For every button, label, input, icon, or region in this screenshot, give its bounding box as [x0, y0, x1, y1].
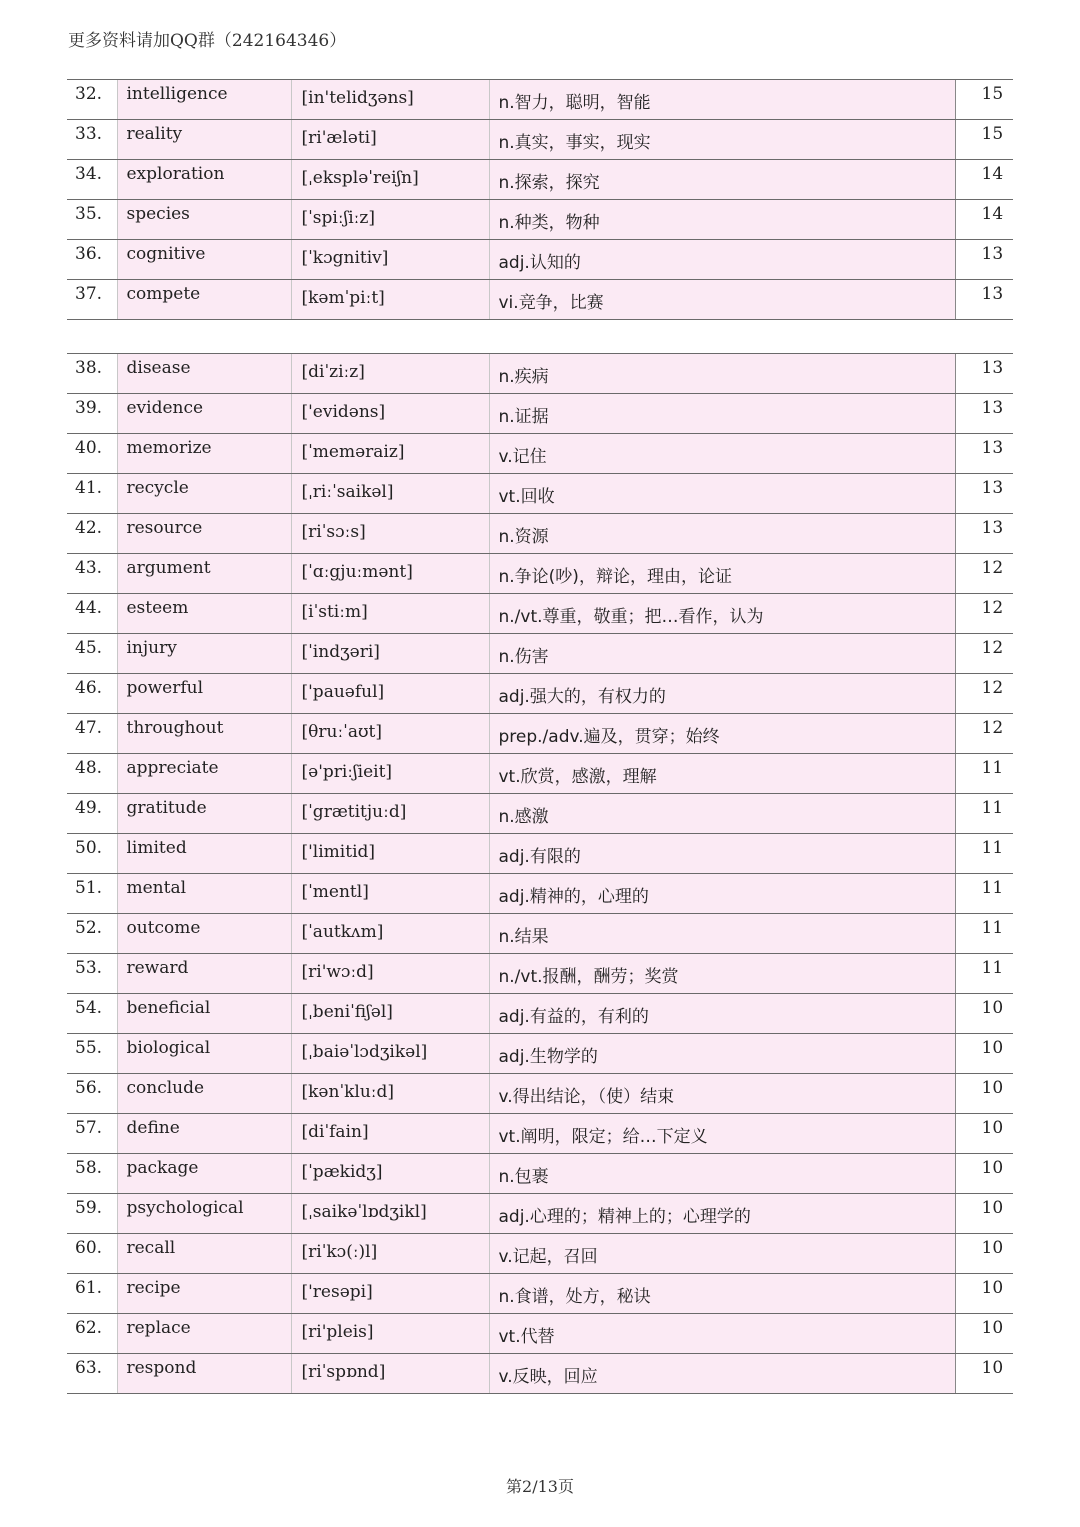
- entry-phonetic: [ˈspiːʃiːz]: [291, 200, 489, 240]
- entry-word: gratitude: [117, 794, 291, 834]
- entry-word: esteem: [117, 594, 291, 634]
- entry-phonetic: [ˈkɔgnitiv]: [291, 240, 489, 280]
- entry-meaning: adj.强大的，有权力的: [489, 674, 955, 714]
- entry-word: reward: [117, 954, 291, 994]
- table-row: [67, 1034, 1013, 1074]
- entry-meaning: v.记住: [489, 434, 955, 474]
- entry-frequency: 12: [955, 594, 1013, 634]
- table-row: [67, 240, 1013, 280]
- entry-meaning: adj.有限的: [489, 834, 955, 874]
- entry-number: 57.: [67, 1114, 117, 1154]
- table-row: [67, 994, 1013, 1034]
- table-row: [67, 834, 1013, 874]
- entry-number: 49.: [67, 794, 117, 834]
- entry-phonetic: [ˈmeməraiz]: [291, 434, 489, 474]
- entry-frequency: 10: [955, 1274, 1013, 1314]
- entry-number: 38.: [67, 354, 117, 394]
- entry-frequency: 13: [955, 394, 1013, 434]
- entry-phonetic: [riˈspɒnd]: [291, 1354, 489, 1394]
- table-row: [67, 674, 1013, 714]
- entry-frequency: 11: [955, 914, 1013, 954]
- entry-word: intelligence: [117, 80, 291, 120]
- entry-meaning: v.得出结论，（使）结束: [489, 1074, 955, 1114]
- entry-frequency: 12: [955, 634, 1013, 674]
- entry-meaning: n.探索，探究: [489, 160, 955, 200]
- entry-number: 46.: [67, 674, 117, 714]
- entry-number: 47.: [67, 714, 117, 754]
- entry-frequency: 15: [955, 120, 1013, 160]
- entry-phonetic: ['limitid]: [291, 834, 489, 874]
- entry-number: 59.: [67, 1194, 117, 1234]
- table-row: [67, 434, 1013, 474]
- entry-phonetic: [diˈziːz]: [291, 354, 489, 394]
- entry-meaning: adj.心理的；精神上的；心理学的: [489, 1194, 955, 1234]
- entry-meaning: n.感激: [489, 794, 955, 834]
- entry-word: evidence: [117, 394, 291, 434]
- entry-word: cognitive: [117, 240, 291, 280]
- table-row: [67, 594, 1013, 634]
- entry-frequency: 10: [955, 1234, 1013, 1274]
- entry-phonetic: [ˌbeniˈfiʃəl]: [291, 994, 489, 1034]
- entry-phonetic: ['resəpi]: [291, 1274, 489, 1314]
- vocab-table-1: [67, 79, 1013, 320]
- entry-word: appreciate: [117, 754, 291, 794]
- entry-frequency: 10: [955, 1074, 1013, 1114]
- entry-meaning: n.结果: [489, 914, 955, 954]
- entry-word: argument: [117, 554, 291, 594]
- entry-frequency: 11: [955, 754, 1013, 794]
- entry-frequency: 12: [955, 714, 1013, 754]
- entry-frequency: 11: [955, 954, 1013, 994]
- entry-frequency: 10: [955, 1034, 1013, 1074]
- entry-frequency: 14: [955, 200, 1013, 240]
- entry-frequency: 13: [955, 280, 1013, 320]
- entry-meaning: adj.认知的: [489, 240, 955, 280]
- table-row: [67, 954, 1013, 994]
- entry-meaning: vi.竞争，比赛: [489, 280, 955, 320]
- entry-phonetic: [ri'æləti]: [291, 120, 489, 160]
- entry-frequency: 14: [955, 160, 1013, 200]
- table-row: [67, 1314, 1013, 1354]
- table-row: [67, 874, 1013, 914]
- entry-number: 41.: [67, 474, 117, 514]
- entry-meaning: n./vt.报酬，酬劳；奖赏: [489, 954, 955, 994]
- entry-meaning: vt.欣赏，感激，理解: [489, 754, 955, 794]
- entry-frequency: 12: [955, 674, 1013, 714]
- table-row: [67, 1114, 1013, 1154]
- entry-word: package: [117, 1154, 291, 1194]
- entry-phonetic: [ə'priːʃieit]: [291, 754, 489, 794]
- entry-meaning: n.食谱，处方，秘诀: [489, 1274, 955, 1314]
- entry-number: 53.: [67, 954, 117, 994]
- entry-phonetic: [ˈɑːgjuːmənt]: [291, 554, 489, 594]
- entry-number: 61.: [67, 1274, 117, 1314]
- entry-meaning: prep./adv.遍及，贯穿；始终: [489, 714, 955, 754]
- entry-word: reality: [117, 120, 291, 160]
- entry-phonetic: [ri'pleis]: [291, 1314, 489, 1354]
- entry-phonetic: [ˈindʒəri]: [291, 634, 489, 674]
- entry-word: conclude: [117, 1074, 291, 1114]
- entry-frequency: 10: [955, 1354, 1013, 1394]
- entry-word: compete: [117, 280, 291, 320]
- entry-meaning: n.种类，物种: [489, 200, 955, 240]
- entry-frequency: 10: [955, 1154, 1013, 1194]
- entry-word: replace: [117, 1314, 291, 1354]
- entry-frequency: 13: [955, 434, 1013, 474]
- entry-frequency: 10: [955, 1114, 1013, 1154]
- entry-meaning: adj.生物学的: [489, 1034, 955, 1074]
- entry-word: powerful: [117, 674, 291, 714]
- table-row: [67, 1154, 1013, 1194]
- entry-word: recycle: [117, 474, 291, 514]
- entry-word: define: [117, 1114, 291, 1154]
- vocab-table-2: [67, 353, 1013, 1394]
- entry-word: biological: [117, 1034, 291, 1074]
- entry-word: disease: [117, 354, 291, 394]
- entry-word: outcome: [117, 914, 291, 954]
- entry-phonetic: [ˈgrætitjuːd]: [291, 794, 489, 834]
- entry-frequency: 13: [955, 354, 1013, 394]
- page-header: 更多资料请加QQ群（242164346）: [68, 31, 347, 51]
- entry-word: mental: [117, 874, 291, 914]
- entry-frequency: 15: [955, 80, 1013, 120]
- entry-frequency: 11: [955, 874, 1013, 914]
- entry-phonetic: ['evidəns]: [291, 394, 489, 434]
- entry-meaning: vt.回收: [489, 474, 955, 514]
- entry-meaning: v.反映，回应: [489, 1354, 955, 1394]
- entry-frequency: 10: [955, 1194, 1013, 1234]
- entry-phonetic: [ˌekspləˈreiʃn]: [291, 160, 489, 200]
- entry-number: 35.: [67, 200, 117, 240]
- entry-meaning: n.伤害: [489, 634, 955, 674]
- entry-phonetic: [riˈsɔːs]: [291, 514, 489, 554]
- entry-meaning: vt.代替: [489, 1314, 955, 1354]
- entry-phonetic: ['pauəful]: [291, 674, 489, 714]
- table-row: [67, 280, 1013, 320]
- table-row: [67, 1354, 1013, 1394]
- entry-meaning: n.包裹: [489, 1154, 955, 1194]
- entry-word: injury: [117, 634, 291, 674]
- entry-meaning: n.疾病: [489, 354, 955, 394]
- entry-word: throughout: [117, 714, 291, 754]
- entry-meaning: adj.有益的，有利的: [489, 994, 955, 1034]
- entry-frequency: 11: [955, 794, 1013, 834]
- table-row: [67, 200, 1013, 240]
- entry-phonetic: [ˈpækidʒ]: [291, 1154, 489, 1194]
- entry-phonetic: [ˌriːˈsaikəl]: [291, 474, 489, 514]
- entry-number: 52.: [67, 914, 117, 954]
- entry-phonetic: [ri'wɔːd]: [291, 954, 489, 994]
- table-row: [67, 634, 1013, 674]
- entry-word: psychological: [117, 1194, 291, 1234]
- table-row: [67, 914, 1013, 954]
- table-row: [67, 1074, 1013, 1114]
- table-row: [67, 80, 1013, 120]
- entry-number: 36.: [67, 240, 117, 280]
- entry-number: 58.: [67, 1154, 117, 1194]
- entry-frequency: 10: [955, 994, 1013, 1034]
- table-row: [67, 1274, 1013, 1314]
- entry-number: 51.: [67, 874, 117, 914]
- entry-word: resource: [117, 514, 291, 554]
- table-row: [67, 1234, 1013, 1274]
- entry-number: 37.: [67, 280, 117, 320]
- entry-meaning: n.真实，事实，现实: [489, 120, 955, 160]
- entry-meaning: v.记起，召回: [489, 1234, 955, 1274]
- entry-number: 55.: [67, 1034, 117, 1074]
- entry-word: beneficial: [117, 994, 291, 1034]
- entry-word: species: [117, 200, 291, 240]
- entry-meaning: n.争论(吵)，辩论，理由，论证: [489, 554, 955, 594]
- entry-word: memorize: [117, 434, 291, 474]
- entry-phonetic: [θruːˈaʊt]: [291, 714, 489, 754]
- entry-meaning: n.证据: [489, 394, 955, 434]
- table-row: [67, 1194, 1013, 1234]
- table-row: [67, 514, 1013, 554]
- table-row: [67, 160, 1013, 200]
- entry-phonetic: [ˌbaiəˈlɔdʒikəl]: [291, 1034, 489, 1074]
- table-row: [67, 554, 1013, 594]
- entry-number: 40.: [67, 434, 117, 474]
- entry-phonetic: [ˈautkʌm]: [291, 914, 489, 954]
- page-number: 第2/13页: [506, 1477, 574, 1496]
- table-row: [67, 394, 1013, 434]
- entry-number: 48.: [67, 754, 117, 794]
- table-row: [67, 120, 1013, 160]
- entry-number: 50.: [67, 834, 117, 874]
- entry-meaning: n.智力，聪明，智能: [489, 80, 955, 120]
- entry-number: 42.: [67, 514, 117, 554]
- entry-meaning: adj.精神的，心理的: [489, 874, 955, 914]
- entry-number: 63.: [67, 1354, 117, 1394]
- entry-meaning: n.资源: [489, 514, 955, 554]
- table-row: [67, 354, 1013, 394]
- entry-meaning: n./vt.尊重，敬重；把…看作，认为: [489, 594, 955, 634]
- entry-number: 56.: [67, 1074, 117, 1114]
- entry-phonetic: [iˈstiːm]: [291, 594, 489, 634]
- entry-frequency: 13: [955, 474, 1013, 514]
- entry-word: exploration: [117, 160, 291, 200]
- entry-word: respond: [117, 1354, 291, 1394]
- entry-frequency: 10: [955, 1314, 1013, 1354]
- entry-number: 39.: [67, 394, 117, 434]
- entry-number: 33.: [67, 120, 117, 160]
- entry-number: 54.: [67, 994, 117, 1034]
- entry-number: 43.: [67, 554, 117, 594]
- entry-phonetic: [in'telidʒəns]: [291, 80, 489, 120]
- entry-number: 44.: [67, 594, 117, 634]
- entry-frequency: 12: [955, 554, 1013, 594]
- entry-number: 60.: [67, 1234, 117, 1274]
- table-row: [67, 474, 1013, 514]
- entry-phonetic: [diˈfain]: [291, 1114, 489, 1154]
- table-row: [67, 754, 1013, 794]
- entry-phonetic: [ˈmentl]: [291, 874, 489, 914]
- entry-frequency: 13: [955, 514, 1013, 554]
- entry-phonetic: [riˈkɔ(ː)l]: [291, 1234, 489, 1274]
- entry-number: 62.: [67, 1314, 117, 1354]
- entry-phonetic: [kəmˈpiːt]: [291, 280, 489, 320]
- entry-number: 34.: [67, 160, 117, 200]
- table-row: [67, 714, 1013, 754]
- entry-word: recipe: [117, 1274, 291, 1314]
- entry-phonetic: [kənˈkluːd]: [291, 1074, 489, 1114]
- table-row: [67, 794, 1013, 834]
- entry-phonetic: [ˌsaikəˈlɒdʒikl]: [291, 1194, 489, 1234]
- entry-frequency: 13: [955, 240, 1013, 280]
- entry-number: 32.: [67, 80, 117, 120]
- entry-word: limited: [117, 834, 291, 874]
- entry-frequency: 11: [955, 834, 1013, 874]
- entry-meaning: vt.阐明，限定；给…下定义: [489, 1114, 955, 1154]
- entry-word: recall: [117, 1234, 291, 1274]
- entry-number: 45.: [67, 634, 117, 674]
